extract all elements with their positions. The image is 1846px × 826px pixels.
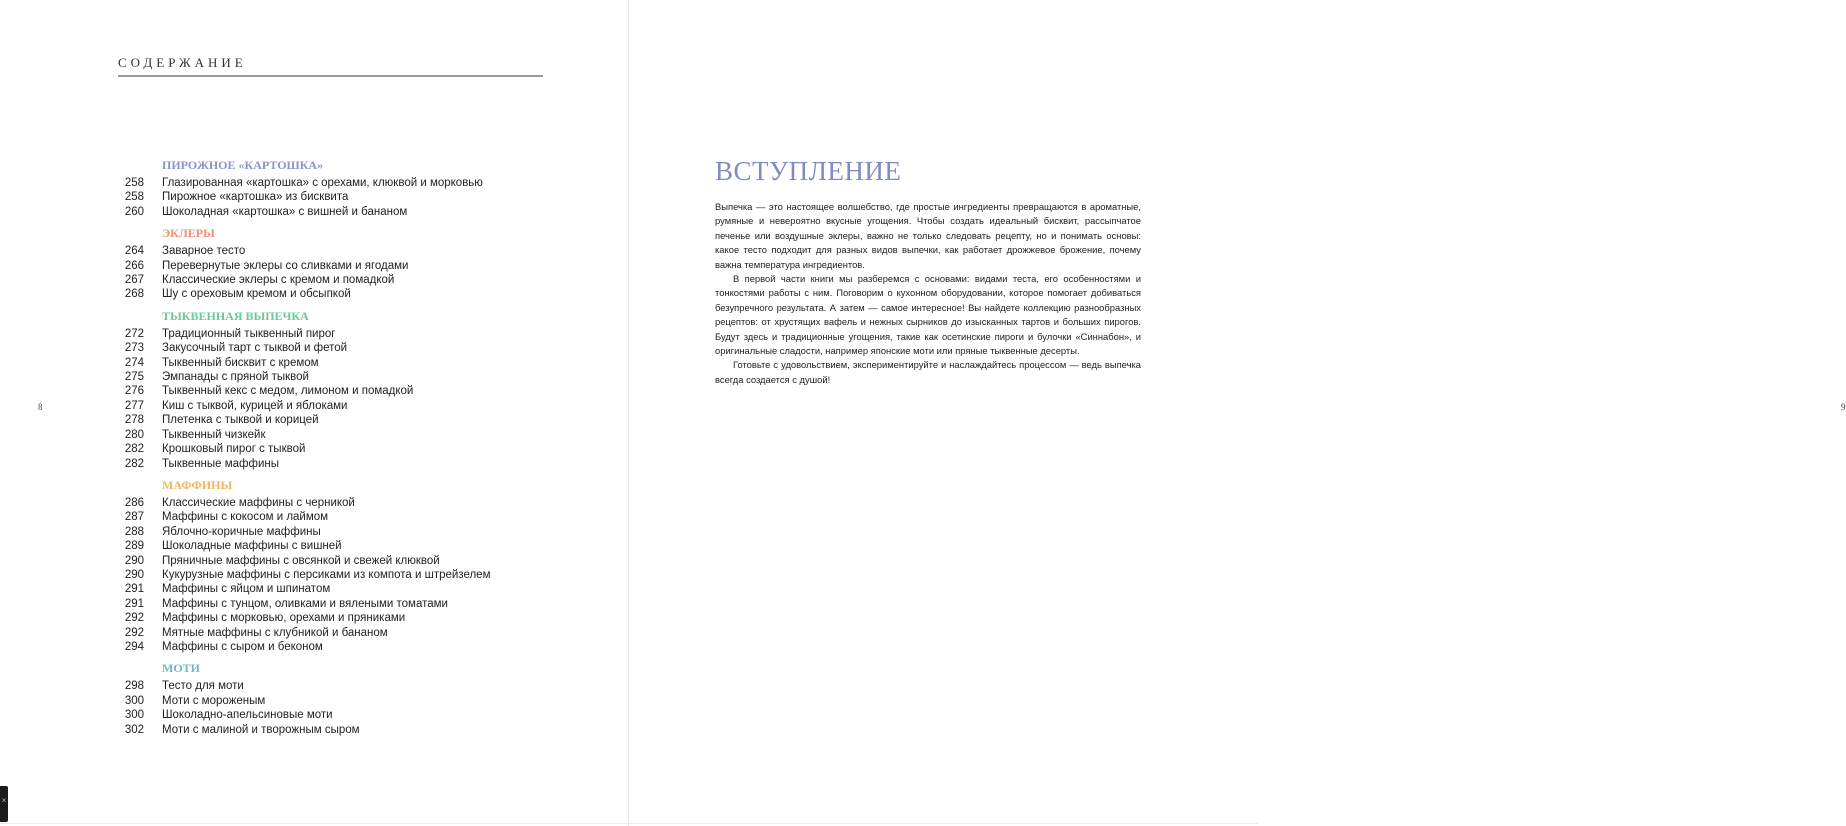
toc-entry-page: 267 bbox=[124, 274, 144, 287]
toc-entry-title: Глазированная «картошка» с орехами, клюквой и морковью bbox=[162, 177, 483, 189]
toc-entry[interactable] bbox=[118, 205, 588, 219]
toc-entry-title: Пирожное «картошка» из бисквита bbox=[162, 191, 349, 204]
toc-entry-title: Шоколадно-апельсиновые моти bbox=[162, 709, 333, 722]
toc-entry-title: Классические эклеры с кремом и помадкой bbox=[162, 274, 395, 287]
toc-entry-title: Тесто для моти bbox=[162, 680, 244, 693]
toc-entry-title: Тыквенный кекс с медом, лимоном и помадкой bbox=[162, 385, 414, 398]
left-page bbox=[0, 0, 628, 826]
toc-entry-title: Крошковый пирог с тыквой bbox=[162, 443, 306, 456]
toc-entry[interactable] bbox=[118, 341, 588, 355]
toc-section-heading: МОТИ bbox=[162, 661, 200, 676]
toc-section bbox=[118, 226, 588, 302]
toc-entry-page: 287 bbox=[124, 511, 144, 524]
toc-entry-page: 300 bbox=[124, 709, 144, 722]
toc-entry-title: Шоколадная «картошка» с вишней и бананом bbox=[162, 205, 408, 218]
toc-entry[interactable] bbox=[118, 597, 588, 611]
toc-section-heading: ТЫКВЕННАЯ ВЫПЕЧКА bbox=[162, 308, 309, 323]
toc-entry-title: Маффины с морковью, орехами и пряниками bbox=[162, 612, 406, 625]
toc-entry-title: Кукурузные маффины с персиками из компота и штрейзелем bbox=[162, 568, 491, 581]
toc-entry[interactable] bbox=[118, 370, 588, 384]
toc-section bbox=[118, 309, 588, 471]
page-number-left: 8 bbox=[38, 402, 43, 412]
toc-entry[interactable] bbox=[118, 582, 588, 596]
page-number-right: 9 bbox=[1841, 402, 1846, 412]
toc-entry-page: 289 bbox=[124, 540, 144, 553]
toc-entry[interactable] bbox=[118, 708, 588, 722]
intro-paragraph: Готовьте с удовольствием, экспериментируйте и наслаждайтесь процессом — ведь выпечка всегда создается с душой! bbox=[715, 359, 1141, 385]
toc-entry-page: 258 bbox=[124, 191, 144, 204]
toc-section bbox=[118, 478, 588, 654]
toc-entry-page: 290 bbox=[124, 554, 144, 567]
toc-entry-page: 273 bbox=[124, 342, 144, 355]
toc-entry-page: 291 bbox=[124, 597, 144, 610]
toc-entry-page: 266 bbox=[124, 259, 144, 272]
toc-entry[interactable] bbox=[118, 554, 588, 568]
toc-entry-title: Эмпанады с пряной тыквой bbox=[162, 371, 309, 384]
toc-entry-page: 260 bbox=[124, 205, 144, 218]
toc-entry-page: 294 bbox=[124, 640, 144, 653]
toc-entry-page: 278 bbox=[124, 414, 144, 427]
toc-entry-title: Шоколадные маффины с вишней bbox=[162, 540, 342, 553]
toc-entry[interactable] bbox=[118, 244, 588, 258]
toc-entry[interactable] bbox=[118, 611, 588, 625]
toc-entry[interactable] bbox=[118, 384, 588, 398]
toc-entry-title: Моти с мороженым bbox=[162, 694, 266, 707]
toc-entry[interactable] bbox=[118, 428, 588, 442]
toc-section bbox=[118, 661, 588, 737]
toc-title: СОДЕРЖАНИЕ bbox=[118, 55, 247, 70]
bottom-divider bbox=[0, 823, 1258, 824]
toc-section-heading: МАФФИНЫ bbox=[162, 477, 233, 492]
toc-entry-page: 292 bbox=[124, 626, 144, 639]
toc-title-rule bbox=[118, 75, 543, 77]
toc-entry-page: 288 bbox=[124, 525, 144, 538]
intro-paragraph: Выпечка — это настоящее волшебство, где простые ингредиенты превращаются в ароматные, румяные и невероятно вкусные угощения. Чтобы создать идеальный бисквит, рассыпчатое печенье или воздушные эклеры, важно не только следовать рецепту, но и понимать основы: какое тесто подходит для разных видов выпечки, как работает дрожжевое брожение, почему важна температура ингредиентов. bbox=[715, 201, 1141, 270]
toc-entry-title: Шу с ореховым кремом и обсыпкой bbox=[162, 288, 351, 301]
toc-entry-title: Маффины с яйцом и шпинатом bbox=[162, 583, 331, 596]
intro-title: ВСТУПЛЕНИЕ bbox=[715, 156, 902, 186]
toc-entry-page: 276 bbox=[124, 385, 144, 398]
toc-entry-page: 258 bbox=[124, 177, 144, 189]
toc-entry-title: Тыквенный бисквит с кремом bbox=[162, 356, 319, 369]
toc-entry-page: 272 bbox=[124, 327, 144, 340]
toc-entry[interactable] bbox=[118, 626, 588, 640]
intro-paragraph: В первой части книги мы разберемся с основами: видами теста, его особенностями и тонкостями работы с ним. Поговорим о кухонном оборудовании, которое помогает добиваться безупречного результата. А затем — самое интересное! Вы найдете коллекцию разнообразных рецептов: от хрустящих вафель и нежных сырников до изысканных тартов и больших пирогов. Будут здесь и традиционные угощения, такие как осетинские пироги и булочки «Синнабон», и оригинальные сладости, например японские моти или пряные тыквенные десерты. bbox=[715, 273, 1141, 357]
toc-entry[interactable] bbox=[118, 539, 588, 553]
toc-entry[interactable] bbox=[118, 679, 588, 693]
table-of-contents bbox=[118, 158, 588, 744]
toc-entry-title: Маффины с тунцом, оливками и вялеными томатами bbox=[162, 597, 448, 610]
toc-section bbox=[118, 158, 588, 219]
toc-entry[interactable] bbox=[118, 640, 588, 654]
toc-entry-title: Традиционный тыквенный пирог bbox=[162, 327, 336, 340]
toc-entry[interactable] bbox=[118, 525, 588, 539]
toc-entry[interactable] bbox=[118, 457, 588, 471]
toc-entry-page: 292 bbox=[124, 612, 144, 625]
toc-entry-title: Закусочный тарт с тыквой и фетой bbox=[162, 342, 348, 355]
toc-entry[interactable] bbox=[118, 694, 588, 708]
toc-entry-title: Тыквенные маффины bbox=[162, 457, 280, 470]
toc-entry-page: 275 bbox=[124, 371, 144, 384]
toc-entry-title: Заварное тесто bbox=[162, 245, 246, 258]
toc-entry-title: Классические маффины с черникой bbox=[162, 496, 355, 509]
toc-entry[interactable] bbox=[118, 356, 588, 370]
toc-entry-page: 268 bbox=[124, 288, 144, 301]
toc-entry-title: Маффины с кокосом и лаймом bbox=[162, 511, 329, 524]
toc-entry-page: 282 bbox=[124, 443, 144, 456]
toc-entry-page: 282 bbox=[124, 457, 144, 470]
toc-entry-title: Тыквенный чизкейк bbox=[162, 428, 266, 441]
toc-entry-page: 302 bbox=[124, 723, 144, 736]
toc-section-heading: ПИРОЖНОЕ «КАРТОШКА» bbox=[162, 158, 324, 172]
toc-entry-page: 264 bbox=[124, 245, 144, 258]
toc-entry-page: 290 bbox=[124, 568, 144, 581]
toc-entry-title: Моти с малиной и творожным сыром bbox=[162, 723, 360, 736]
toc-entry-title: Яблочно-коричные маффины bbox=[162, 525, 321, 538]
toc-section-heading: ЭКЛЕРЫ bbox=[162, 226, 215, 241]
toc-entry[interactable] bbox=[118, 327, 588, 341]
toc-entry[interactable] bbox=[118, 442, 588, 456]
toc-entry-page: 300 bbox=[124, 694, 144, 707]
toc-entry[interactable] bbox=[118, 568, 588, 582]
toc-entry[interactable] bbox=[118, 273, 588, 287]
toc-entry[interactable] bbox=[118, 259, 588, 273]
toc-entry[interactable] bbox=[118, 496, 588, 510]
toc-entry-page: 274 bbox=[124, 356, 144, 369]
toc-entry[interactable] bbox=[118, 287, 588, 301]
toc-entry[interactable] bbox=[118, 510, 588, 524]
toc-entry[interactable] bbox=[118, 413, 588, 427]
toc-entry-page: 291 bbox=[124, 583, 144, 596]
toc-entry-title: Мятные маффины с клубникой и бананом bbox=[162, 626, 388, 639]
intro-body bbox=[715, 200, 1141, 387]
toc-entry-title: Пряничные маффины с овсянкой и свежей клюквой bbox=[162, 554, 440, 567]
toc-entry-title: Киш с тыквой, курицей и яблоками bbox=[162, 399, 348, 412]
toc-entry[interactable] bbox=[118, 723, 588, 737]
toc-entry-title: Перевернутые эклеры со сливками и ягодами bbox=[162, 259, 409, 272]
toc-entry-page: 277 bbox=[124, 399, 144, 412]
toc-entry-page: 298 bbox=[124, 680, 144, 693]
right-page bbox=[629, 0, 1846, 826]
toc-entry-page: 280 bbox=[124, 428, 144, 441]
toc-entry[interactable] bbox=[118, 399, 588, 413]
close-icon[interactable]: × bbox=[0, 786, 8, 822]
toc-entry-title: Плетенка с тыквой и корицей bbox=[162, 414, 319, 427]
toc-entry-title: Маффины с сыром и беконом bbox=[162, 640, 323, 653]
toc-entry[interactable] bbox=[118, 190, 588, 204]
toc-entry-page: 286 bbox=[124, 496, 144, 509]
toc-entry[interactable] bbox=[118, 176, 588, 190]
